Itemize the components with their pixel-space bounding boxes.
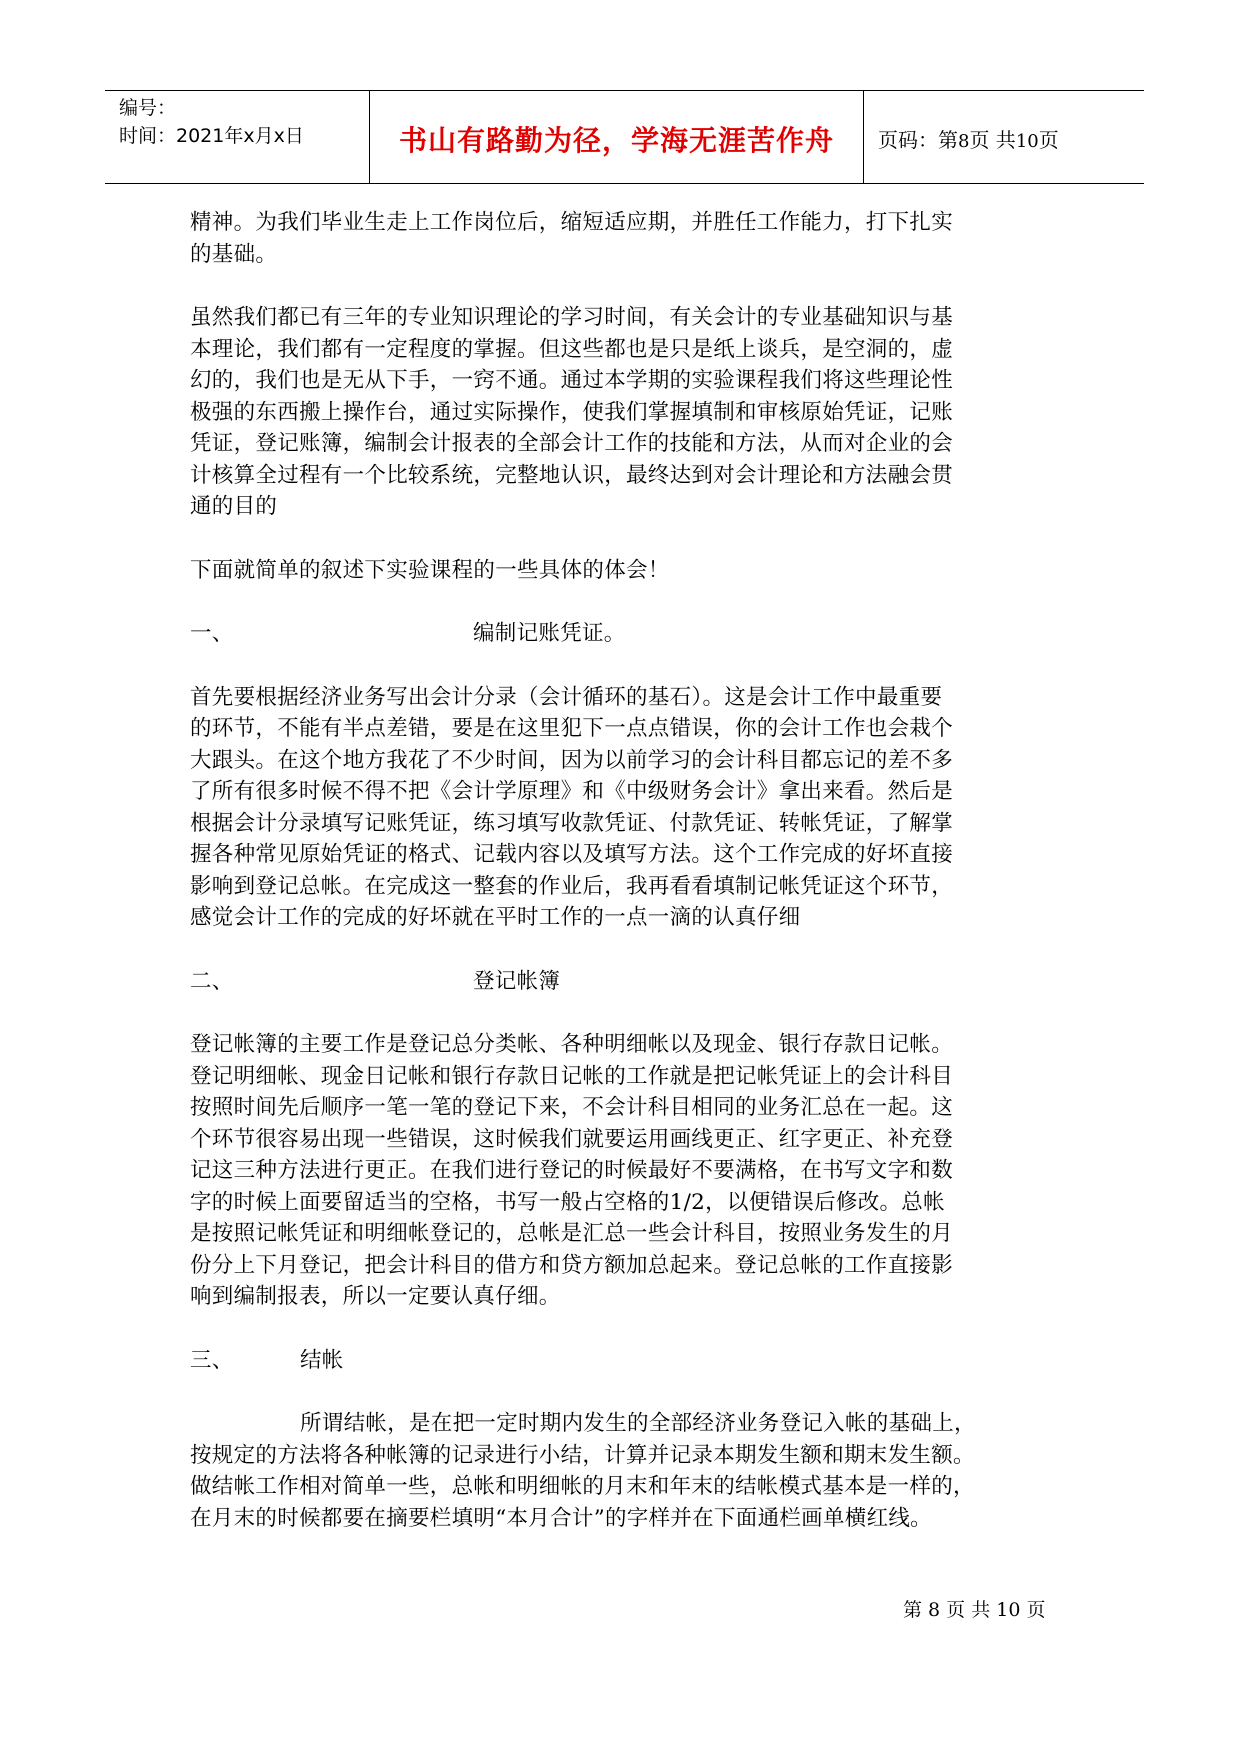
- section-marker: 一、: [190, 621, 234, 646]
- text-line: 计核算全过程有一个比较系统，完整地认识，最终达到对会计理论和方法融会贯: [190, 462, 954, 488]
- text-line: 是按照记帐凭证和明细帐登记的，总帐是汇总一些会计科目，按照业务发生的月: [190, 1221, 954, 1246]
- paragraph-1: [190, 207, 1070, 270]
- text-line: 影响到登记总帐。在完成这一整套的作业后，我再看看填制记帐凭证这个环节，: [190, 873, 954, 899]
- text-line: 精神。为我们毕业生走上工作岗位后，缩短适应期，并胜任工作能力，打下扎实: [190, 210, 954, 235]
- section-title: 编制记账凭证。: [473, 621, 626, 646]
- section-heading-2: [190, 966, 1070, 998]
- page-suffix: 页: [1038, 128, 1059, 152]
- header-page-cell: [864, 91, 1144, 183]
- section-marker: 三、: [190, 1347, 234, 1373]
- page-header: [105, 90, 1144, 184]
- section-title: 结帐: [300, 1347, 344, 1373]
- paragraph-3: [190, 555, 1070, 587]
- text-line: 根据会计分录填写记账凭证，练习填写收款凭证、付款凭证、转帐凭证，了解掌: [190, 810, 954, 836]
- text-line: 感觉会计工作的完成的好坏就在平时工作的一点一滴的认真仔细: [190, 905, 801, 930]
- paragraph-5: [190, 1029, 1070, 1313]
- text-line: 的基础。: [190, 241, 278, 267]
- section-marker: 二、: [190, 968, 234, 994]
- serial-label: 编号：: [119, 97, 177, 119]
- paragraph-6: [190, 1408, 1070, 1534]
- text-line: 字的时候上面要留适当的空格，书写一般占空格的1/2，以便错误后修改。总帐: [190, 1189, 945, 1215]
- page-total: 10: [1015, 131, 1039, 152]
- text-line: 凭证，登记账簿，编制会计报表的全部会计工作的技能和方法，从而对企业的会: [190, 431, 954, 456]
- header-page-number: [878, 124, 1059, 153]
- page-footer: 第 8 页 共 10 页: [903, 1599, 1046, 1621]
- text-line: 极强的东西搬上操作台，通过实际操作，使我们掌握填制和审核原始凭证，记账: [190, 399, 954, 425]
- paragraph-4: [190, 682, 1070, 934]
- page-mid: 页 共: [969, 128, 1016, 152]
- text-line: 按规定的方法将各种帐簿的记录进行小结，计算并记录本期发生额和期末发生额。: [190, 1442, 975, 1468]
- text-line: 所谓结帐，是在把一定时期内发生的全部经济业务登记入帐的基础上，: [300, 1411, 976, 1436]
- header-left-cell: [105, 91, 370, 183]
- document-body: [190, 207, 1070, 1534]
- text-line: 了所有很多时候不得不把《会计学原理》和《中级财务会计》拿出来看。然后是: [190, 779, 954, 804]
- text-line: 做结帐工作相对简单一些，总帐和明细帐的月末和年末的结帐模式基本是一样的，: [190, 1474, 975, 1499]
- text-line: 握各种常见原始凭证的格式、记载内容以及填写方法。这个工作完成的好坏直接: [190, 842, 954, 867]
- text-line: 记这三种方法进行更正。在我们进行登记的时候最好不要满格，在书写文字和数: [190, 1158, 954, 1183]
- text-line: 在月末的时候都要在摘要栏填明“本月合计”的字样并在下面通栏画单横红线。: [190, 1505, 932, 1531]
- text-line: 虽然我们都已有三年的专业知识理论的学习时间，有关会计的专业基础知识与基: [190, 305, 954, 330]
- section-heading-1: [190, 618, 1070, 650]
- page-num: 8: [958, 131, 970, 152]
- text-line: 本理论，我们都有一定程度的掌握。但这些都也是只是纸上谈兵，是空洞的，虚: [190, 336, 954, 362]
- text-line: 首先要根据经济业务写出会计分录（会计循环的基石）。这是会计工作中最重要: [190, 684, 943, 710]
- section-title: 登记帐簿: [473, 968, 561, 994]
- time-label: 时间：2021年x月x日: [119, 125, 304, 147]
- header-motto-cell: [370, 91, 864, 183]
- text-line: 个环节很容易出现一些错误，这时候我们就要运用画线更正、红字更正、补充登: [190, 1126, 954, 1152]
- text-line: 按照时间先后顺序一笔一笔的登记下来，不会计科目相同的业务汇总在一起。这: [190, 1095, 954, 1120]
- text-line: 的环节，不能有半点差错，要是在这里犯下一点点错误，你的会计工作也会栽个: [190, 716, 954, 741]
- text-line: 份分上下月登记，把会计科目的借方和贷方额加总起来。登记总帐的工作直接影: [190, 1252, 954, 1278]
- page-prefix: 页码：第: [878, 128, 958, 152]
- text-line: 通的目的: [190, 494, 278, 519]
- text-line: 幻的，我们也是无从下手，一窍不通。通过本学期的实验课程我们将这些理论性: [190, 368, 954, 393]
- text-line: 登记帐簿的主要工作是登记总分类帐、各种明细帐以及现金、银行存款日记帐。: [190, 1032, 954, 1057]
- section-heading-3: [190, 1345, 1070, 1377]
- text-line: 登记明细帐、现金日记帐和银行存款日记帐的工作就是把记帐凭证上的会计科目: [190, 1063, 954, 1089]
- text-line: 大跟头。在这个地方我花了不少时间，因为以前学习的会计科目都忘记的差不多: [190, 747, 954, 773]
- paragraph-2: [190, 302, 1070, 523]
- text-line: 响到编制报表，所以一定要认真仔细。: [190, 1284, 561, 1309]
- text-line: 下面就简单的叙述下实验课程的一些具体的体会！: [190, 557, 670, 583]
- motto: 书山有路勤为径，学海无涯苦作舟: [398, 124, 834, 157]
